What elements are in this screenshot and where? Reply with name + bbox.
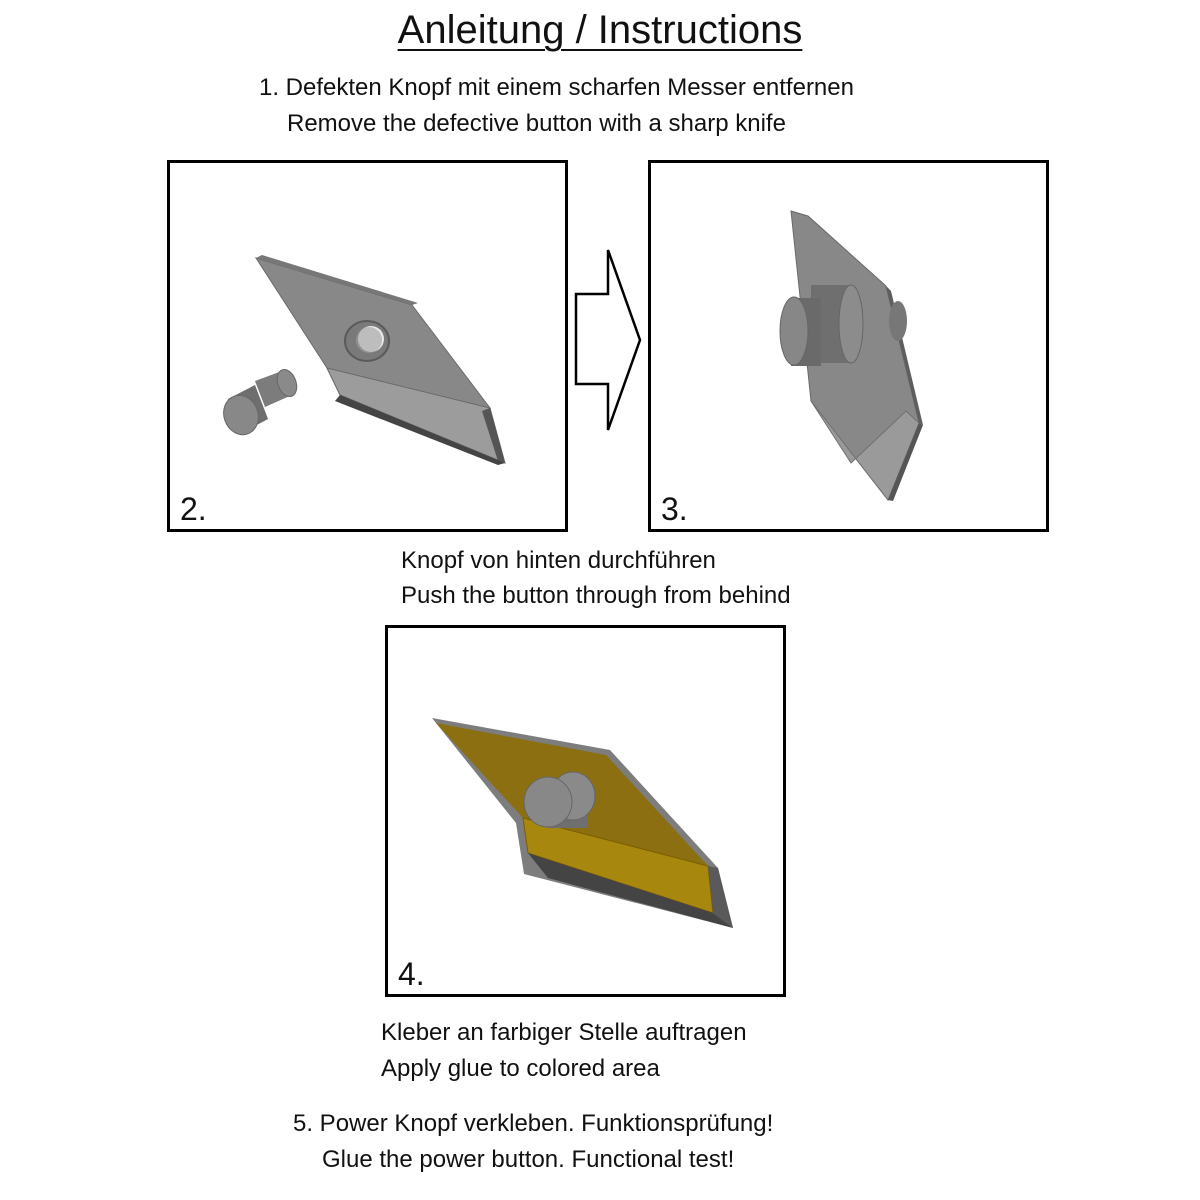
blade-and-button-illustration [170, 163, 565, 529]
panel-step-2 [167, 160, 568, 532]
step4-caption-english: Apply glue to colored area [381, 1055, 660, 1082]
panel-label-2: 2. [180, 491, 207, 527]
step5-english: Glue the power button. Functional test! [322, 1146, 735, 1173]
panel-label-3: 3. [661, 491, 688, 527]
panel-step-4 [385, 625, 786, 997]
step3-caption-english: Push the button through from behind [401, 582, 791, 609]
step1-german: 1. Defekten Knopf mit einem scharfen Messer entfernen [259, 74, 854, 101]
step4-caption-german: Kleber an farbiger Stelle auftragen [381, 1019, 747, 1046]
step1-english: Remove the defective button with a sharp knife [287, 110, 786, 137]
right-arrow-icon [572, 248, 644, 432]
step5-german: 5. Power Knopf verkleben. Funktionsprüfung! [293, 1110, 774, 1137]
step3-caption-german: Knopf von hinten durchführen [401, 547, 716, 574]
page-title: Anleitung / Instructions [397, 8, 803, 52]
panel-step-3 [648, 160, 1049, 532]
blade-side-view-illustration [651, 163, 1046, 529]
glue-area-illustration [388, 628, 783, 994]
panel-label-4: 4. [398, 956, 425, 992]
